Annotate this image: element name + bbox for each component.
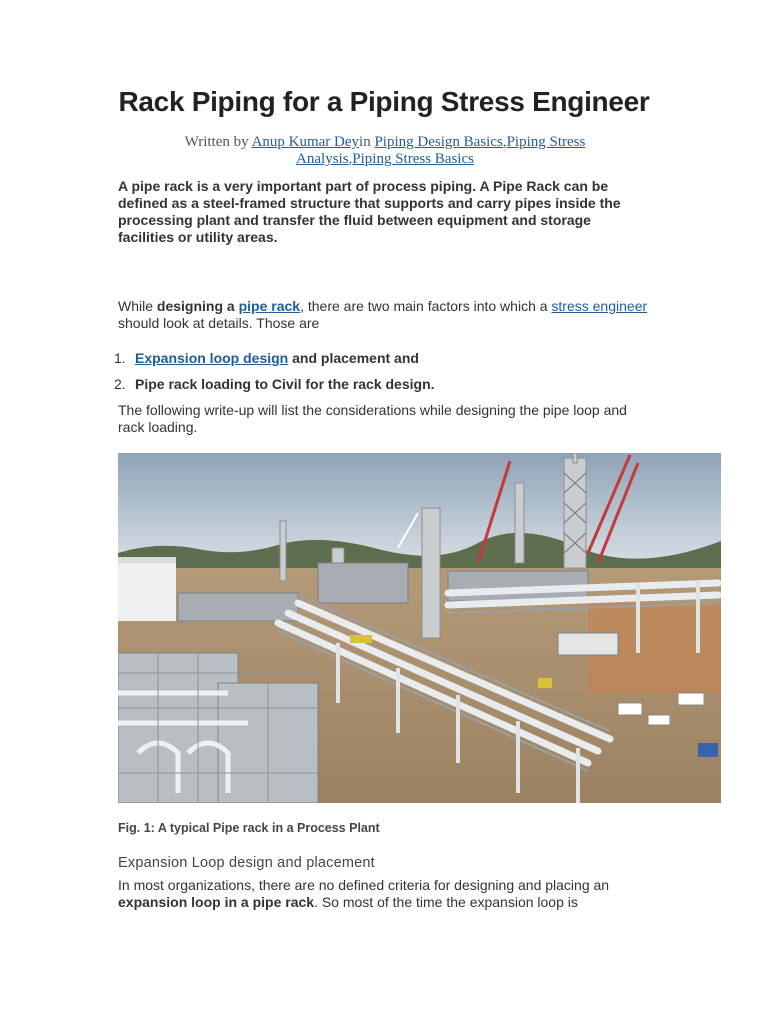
category-link-piping-design-basics[interactable]: Piping Design Basics — [374, 134, 503, 150]
author-link[interactable]: Anup Kumar Dey — [251, 134, 360, 150]
intro-text: should look at details. Those are — [118, 315, 320, 331]
list-item — [114, 376, 678, 402]
byline-in: in — [359, 134, 375, 150]
intro-text: While — [118, 298, 157, 314]
pipe-rack-photo — [118, 453, 721, 803]
pipe-rack-link[interactable]: pipe rack — [238, 298, 301, 314]
byline — [150, 134, 620, 168]
list-number: 1. — [114, 350, 126, 366]
category-separator: , — [348, 151, 353, 167]
expansion-loop-link[interactable]: Expansion loop design — [135, 350, 289, 366]
category-separator: , — [502, 134, 507, 150]
list-number: 2. — [114, 376, 126, 392]
section-heading: Expansion Loop design and placement — [118, 855, 375, 871]
byline-prefix: Written by — [184, 134, 252, 150]
intro-paragraph — [118, 298, 648, 332]
intro-bold: designing a — [156, 298, 239, 314]
category-link-piping-stress-analysis[interactable]: Piping Stress Analysis — [296, 134, 586, 167]
expansion-loop-paragraph — [118, 877, 658, 911]
list-item-text: and placement and — [288, 350, 419, 366]
category-link-piping-stress-basics[interactable]: Piping Stress Basics — [352, 151, 474, 167]
paragraph-text: . So most of the time the expansion loop is — [314, 894, 578, 910]
list-item-text: Pipe rack loading to Civil for the rack design. — [135, 376, 435, 392]
page-title: Rack Piping for a Piping Stress Engineer — [118, 86, 650, 117]
figure-caption: Fig. 1: A typical Pipe rack in a Process Plant — [118, 821, 380, 835]
list-item — [114, 350, 678, 376]
writeup-paragraph: The following write-up will list the considerations while designing the pipe loop and rack loading. — [118, 402, 627, 435]
intro-text: , there are two main factors into which a — [300, 298, 552, 314]
factors-list — [114, 350, 678, 402]
paragraph-text: In most organizations, there are no defined criteria for designing and placing an — [118, 877, 610, 893]
paragraph-bold: expansion loop in a pipe rack — [118, 894, 315, 910]
stress-engineer-link[interactable]: stress engineer — [551, 298, 648, 314]
lead-paragraph: A pipe rack is a very important part of process piping. A Pipe Rack can be defined as a steel-framed structure that supports and carry pipes inside the processing plant and transfer the fluid between equipment and storage facilities or utility areas. — [118, 178, 621, 245]
